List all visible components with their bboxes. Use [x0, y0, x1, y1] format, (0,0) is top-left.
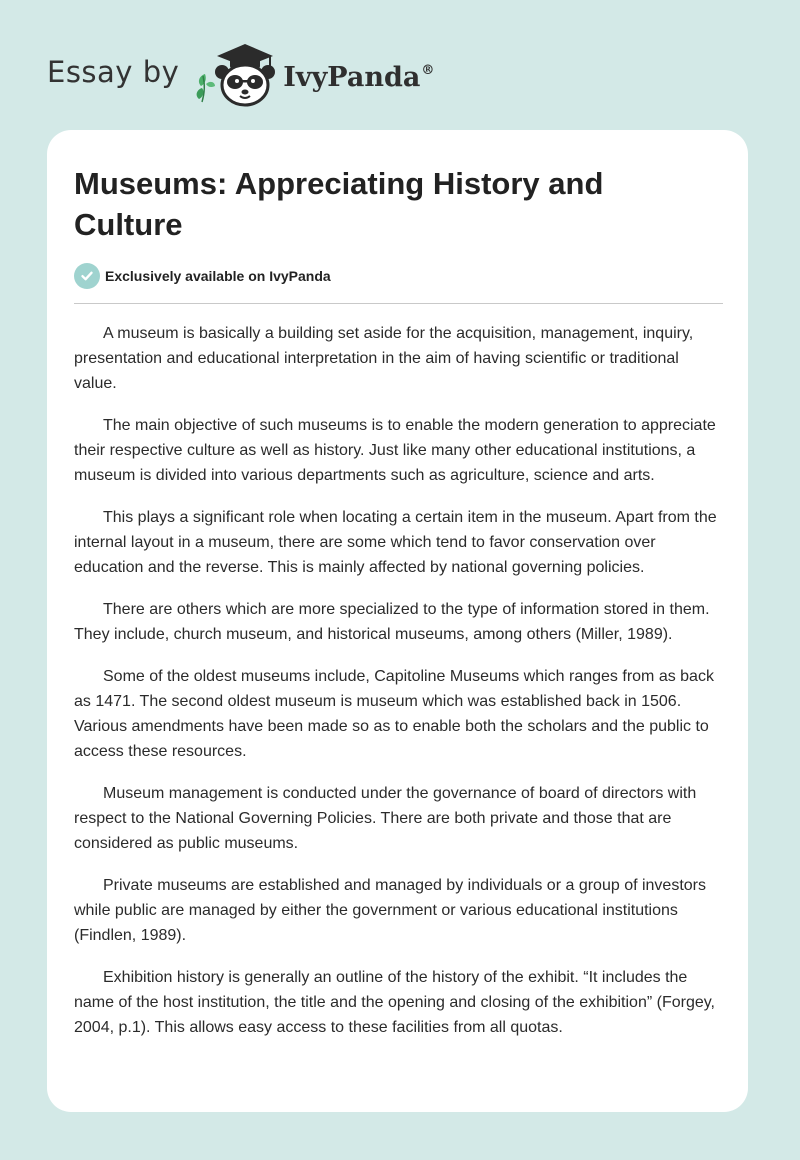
paragraph: There are others which are more specialized to the type of information stored in them. They include, church museum, and historical museums, among others (Miller, 1989).	[74, 601, 710, 643]
paragraph: Some of the oldest museums include, Capitoline Museums which ranges from as back as 1471. The second oldest museum is museum which was established back in 1506. Various amendments have been made so as to enable both the scholars and the public to access these resources.	[74, 668, 714, 760]
brand-name-text: IvyPanda	[283, 61, 421, 93]
divider	[74, 303, 723, 304]
site-header	[47, 38, 434, 110]
paragraph: Private museums are established and managed by individuals or a group of investors while public are managed by either the government or various educational institutions (Findlen, 1989).	[74, 877, 706, 944]
essay-by-label: Essay by	[47, 55, 180, 89]
paragraph: Exhibition history is generally an outline of the history of the exhibit. “It includes the name of the host institution, the title and the opening and closing of the exhibition” (Forgey, 2004, p.1). This allows easy access to these facilities from all quotas.	[74, 969, 715, 1036]
essay-title: Museums: Appreciating History and Culture	[74, 166, 604, 242]
essay-card	[47, 130, 748, 1112]
paragraph: A museum is basically a building set aside for the acquisition, management, inquiry, presentation and educational interpretation in the aim of having scientific or traditional value.	[74, 325, 694, 392]
essay-body	[74, 321, 724, 1057]
paragraph: This plays a significant role when locating a certain item in the museum. Apart from the internal layout in a museum, there are some which tend to favor conservation over education and the reverse. This is mainly affected by national governing policies.	[74, 509, 717, 576]
ivypanda-logo-icon[interactable]	[193, 38, 285, 110]
exclusive-badge-text: Exclusively available on IvyPanda	[105, 268, 331, 284]
check-icon	[74, 263, 100, 289]
paragraph: The main objective of such museums is to enable the modern generation to appreciate their respective culture as well as history. Just like many other educational institutions, a museum is divided into various departments such as agriculture, science and arts.	[74, 417, 716, 484]
paragraph: Museum management is conducted under the governance of board of directors with respect to the National Governing Policies. There are both private and those that are considered as public museums.	[74, 785, 697, 852]
exclusive-badge	[74, 263, 331, 289]
registered-mark: ®	[421, 62, 435, 78]
brand-name[interactable]	[283, 62, 434, 93]
